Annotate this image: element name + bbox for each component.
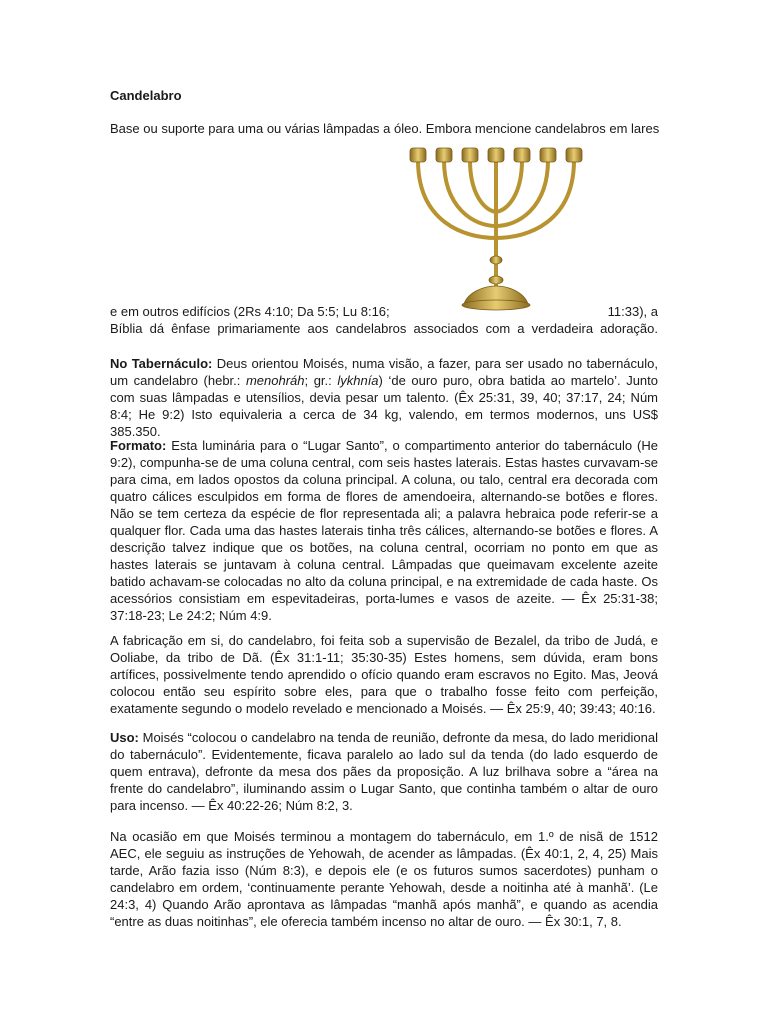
formato-heading: Formato: bbox=[110, 438, 167, 453]
continuation-paragraph bbox=[110, 303, 658, 337]
continuation-right-text: 11:33), a bbox=[607, 304, 658, 319]
ocasiao-paragraph: Na ocasião em que Moisés terminou a montagem do tabernáculo, em 1.º de nisã de 1512 AEC, ele seguiu as instruções de Yehowah, de acender as lâmpadas. (Êx 40:1, 2, 4, 25) Mais tarde, Arão fazia isso (Núm 8:3), e depois ele (e os futuros sumos sacerdotes) punham o candelabro em ordem, ‘continuamente perante Yehowah, desde a noitinha até à manhã’. (Le 24:3, 4) Quando Arão aprontava as lâmpadas “manhã após manhã”, e quando as acendia “entre as duas noitinhas”, ele oferecia também incenso no altar de ouro. — Êx 30:1, 7, 8. bbox=[110, 829, 658, 929]
tabernaculo-text-2: ; gr.: bbox=[304, 373, 338, 388]
tabernaculo-paragraph bbox=[110, 355, 658, 440]
formato-paragraph bbox=[110, 437, 658, 624]
formato-text: Esta luminária para o “Lugar Santo”, o compartimento anterior do tabernáculo (He 9:2), compunha-se de uma coluna central, com seis hastes laterais. Estas hastes curvavam-se para cima, em lados opostos da coluna principal. A coluna, ou talo, central era decorada com quatro cálices esculpidos em forma de flores de amendoeira, alternando-se botões e flores. Não se tem certeza da espécie de flor representada ali; a palavra hebraica pode referir-se a qualquer flor. Cada uma das hastes laterais tinha três cálices, alternando-se botões e flores. A descrição talvez indique que os botões, na coluna central, ocorriam no ponto em que as hastes laterais se juntavam à coluna central. Lâmpadas que queimavam excelente azeite batido achavam-se colocadas no alto da coluna principal, e na extremidade de cada haste. Os acessórios consistiam em espevitadeiras, porta-lumes e vasos de azeite. — Êx 25:31-38; 37:18-23; Le 24:2; Núm 4:9. bbox=[110, 438, 658, 623]
continuation-line bbox=[110, 303, 658, 320]
continuation-line-2: Bíblia dá ênfase primariamente aos candelabros associados com a verdadeira adoração. bbox=[110, 321, 658, 336]
menorah-image bbox=[404, 142, 596, 312]
tabernaculo-text-3: ) ‘de ouro puro, obra batida ao martelo’. Junto com suas lâmpadas e utensílios, devia pesar um talento. (Êx 25:31, 39, 40; 37:17, 24; Núm 8:4; He 9:2) Isto equivaleria a cerca de 34 kg, valendo, em termos modernos, uns US$ 385.350. bbox=[110, 373, 659, 439]
intro-paragraph: Base ou suporte para uma ou várias lâmpadas a óleo. Embora mencione candelabros em lares bbox=[110, 121, 660, 136]
fabricacao-paragraph: A fabricação em si, do candelabro, foi feita sob a supervisão de Bezalel, da tribo de Judá, e Ooliabe, da tribo de Dã. (Êx 31:1-11; 35:30-35) Estes homens, sem dúvida, eram bons artífices, possivelmente tendo aprendido o ofício quando eram escravos no Egito. Mas, Jeová colocou então seu espírito sobre eles, para que o trabalho fosse feito com perfeição, exatamente segundo o modelo revelado e mencionado a Moisés. — Êx 25:9, 40; 39:43; 40:16. bbox=[110, 633, 658, 716]
uso-text: Moisés “colocou o candelabro na tenda de reunião, defronte da mesa, do lado meridional do tabernáculo”. Evidentemente, ficava paralelo ao lado sul da tenda (do lado esquerdo de quem entrava), defronte da mesa dos pães da proposição. A luz brilhava sobre a “área na frente do candelabro”, iluminando assim o Lugar Santo, que continha também o altar de ouro para incenso. — Êx 40:22-26; Núm 8:2, 3. bbox=[110, 730, 658, 813]
uso-paragraph bbox=[110, 729, 658, 814]
hebrew-term: menohráh bbox=[245, 373, 305, 388]
page-title: Candelabro bbox=[110, 88, 182, 103]
greek-term: lykhnía bbox=[337, 373, 379, 388]
tabernaculo-heading: No Tabernáculo: bbox=[110, 356, 213, 371]
continuation-left-text: e em outros edifícios (2Rs 4:10; Da 5:5; Lu 8:16; bbox=[110, 304, 390, 319]
uso-heading: Uso: bbox=[110, 730, 139, 745]
tabernaculo-text-1: Deus orientou Moisés, numa visão, a fazer, para ser usado no tabernáculo, um candelabro (hebr.: bbox=[110, 356, 658, 388]
